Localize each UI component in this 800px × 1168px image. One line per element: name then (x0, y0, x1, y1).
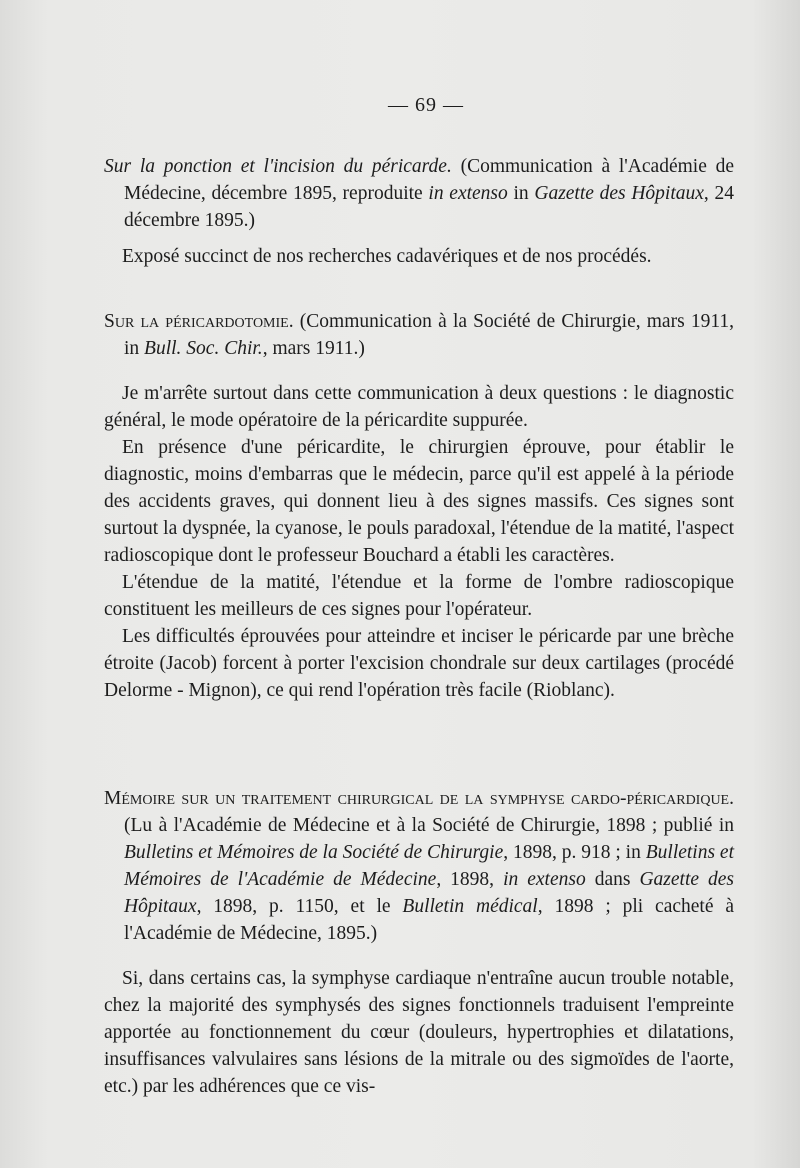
paragraph: Je m'arrête surtout dans cette communication à deux questions : le diagnostic général, le mode opératoire de la péricardite suppurée. (104, 383, 734, 431)
entry-title: Mémoire sur un traitement chirurgical de la symphyse cardo-péricardique. (104, 788, 734, 809)
page-number: — 69 — (388, 94, 464, 116)
paragraph: Les difficultés éprouvées pour atteindre et inciser le péricarde par une brèche étroite (Jacob) forcent à porter l'excision chondrale sur deux cartilages (procédé Delorme - Mignon), ce qui rend l'opération très facile (Rioblanc). (104, 626, 734, 701)
entry-title: Sur la ponction et l'incision du péricarde. (104, 156, 452, 177)
paragraph: En présence d'une péricardite, le chirurgien éprouve, pour établir le diagnostic, moins d'embarras que le médecin, parce qu'il est appelé à la période des accidents graves, qui donnent lieu à des signes massifs. Ces signes sont surtout la dyspnée, la cyanose, le pouls paradoxal, l'étendue de la matité, l'aspect radioscopique dont le professeur Bouchard a établi les caractères. (104, 437, 734, 566)
entry-ponction (104, 153, 734, 270)
entry-heading: Mémoire sur un traitement chirurgical de la symphyse cardo-péricardique. (Lu à l'Académie de Médecine et à la Société de Chirurgie, 1898 ; publié in Bulletins et Mémoires de la Société de Chirurgie, 1898, p. 918 ; in Bulletins et Mémoires de l'Académie de Médecine, 1898, in extenso dans Gazette des Hôpitaux, 1898, p. 1150, et le Bulletin médical, 1898 ; pli cacheté à l'Académie de Médecine, 1895.) (104, 788, 735, 944)
entry-heading: Sur la péricardotomie. (Communication à la Société de Chirurgie, mars 1911, in Bull. Soc. Chir., mars 1911.) (104, 311, 734, 359)
entry-symphyse (104, 785, 734, 1100)
paragraph: Si, dans certains cas, la symphyse cardiaque n'entraîne aucun trouble notable, chez la majorité des symphysés des signes fonctionnels traduisent l'empreinte apportée au fonctionnement du cœur (douleurs, hypertrophies et dilatations, insuffisances valvulaires sans lésions de la mitrale ou des sigmoïdes de l'aorte, etc.) par les adhérences que ce vis- (104, 968, 734, 1097)
entry-title: Sur la péricardotomie. (104, 311, 294, 332)
entry-pericardotomie (104, 308, 734, 704)
paragraph: L'étendue de la matité, l'étendue et la forme de l'ombre radioscopique constituent les meilleurs de ces signes pour l'opérateur. (104, 572, 734, 620)
paragraph: Exposé succinct de nos recherches cadavériques et de nos procédés. (122, 246, 652, 267)
entry-heading: Sur la ponction et l'incision du péricarde. (Communication à l'Académie de Médecine, décembre 1895, reproduite in extenso in Gazette des Hôpitaux, 24 décembre 1895.) (104, 156, 735, 231)
